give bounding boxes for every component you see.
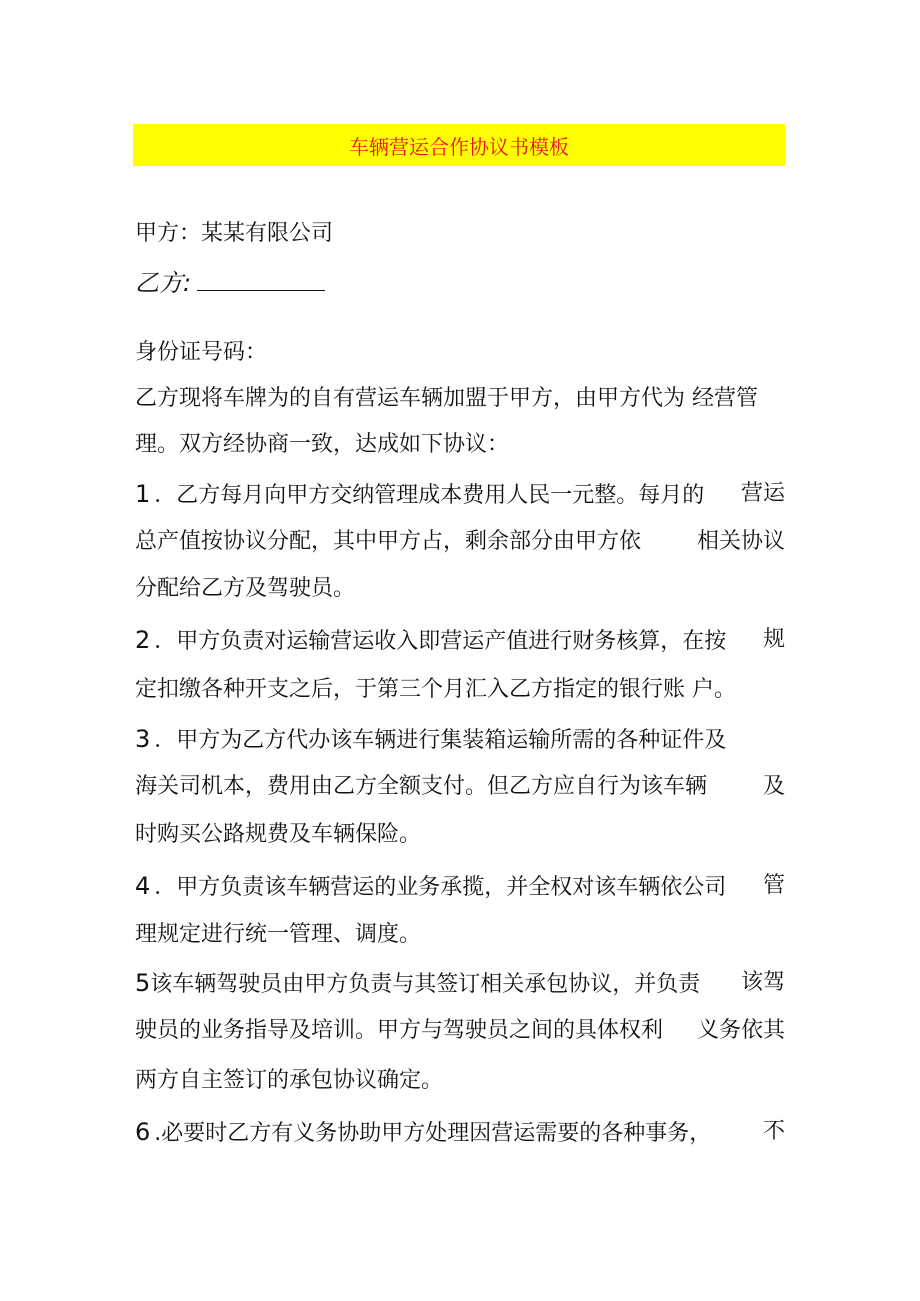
clause-4-line-1 (135, 871, 785, 903)
intro-text-1: 乙方现将车牌为的自有营运车辆加盟于甲方，由甲方代为 经营管 (135, 386, 758, 411)
party-b-line (135, 268, 325, 300)
document-title: 车辆营运合作协议书模板 (349, 134, 569, 159)
clause-3-line-1 (135, 724, 726, 756)
clause-1-text-1a: ．乙方每月向甲方交纳管理成本费用人民一元整。每月的 (154, 483, 705, 508)
id-number-line: 身份证号码： (135, 340, 268, 365)
clause-4-number: 4 (135, 872, 151, 900)
intro-line-1 (135, 384, 785, 414)
clause-3-text-2a: 海关司机本，费用由乙方全额支付。但乙方应自行为该车辆 (135, 774, 708, 799)
clause-2-text-2: 定扣缴各种开支之后，于第三个月汇入乙方指定的银行账 户。 (135, 677, 736, 702)
clause-2-text-1a: ．甲方负责对运输营运收入即营运产值进行财务核算，在按 (154, 629, 727, 654)
clause-4-text-1a: ．甲方负责该车辆营运的业务承揽，并全权对该车辆依公司 (154, 875, 727, 900)
clause-6-text-1a: .必要时乙方有义务协助甲方处理因营运需要的各种事务， (154, 1121, 712, 1146)
clause-2-line-1 (135, 625, 785, 657)
party-b-blank (197, 268, 325, 291)
clause-3-line-2 (135, 772, 785, 802)
clause-3-text-3: 时购买公路规费及车辆保险。 (135, 822, 422, 847)
clause-5-text-2a: 驶员的业务指导及培训。甲方与驾驶员之间的具体权利 (135, 1018, 664, 1043)
clause-5-text-1b: 该驾 (740, 970, 785, 995)
clause-1-text-2b: 相关协议 (696, 529, 785, 554)
party-a-line: 甲方：某某有限公司 (135, 221, 334, 246)
clause-3-text-1: ．甲方为乙方代办该车辆进行集装箱运输所需的各种证件及 (154, 728, 727, 753)
clause-4-text-2: 理规定进行统一管理、调度。 (135, 922, 422, 947)
clause-5-line-2 (135, 1016, 785, 1046)
clause-5-text-2b: 义务依其 (696, 1018, 785, 1043)
clause-1-line-1 (135, 479, 785, 511)
clause-1-text-1b: 营运 (740, 481, 785, 506)
intro-line-2: 理。双方经协商一致，达成如下协议： (135, 432, 510, 457)
clause-1-number: 1 (135, 480, 151, 508)
clause-4-text-1b: 管 (762, 873, 785, 898)
clause-5-text-3: 两方自主签订的承包协议确定。 (135, 1068, 444, 1093)
clause-1-text-2a: 总产值按协议分配，其中甲方占，剩余部分由甲方依 (135, 529, 642, 554)
title-banner (133, 124, 785, 166)
clause-5-text-1a: 该车辆驾驶员由甲方负责与其签订相关承包协议，并负责 (150, 972, 701, 997)
clause-6-text-1b: 不 (762, 1119, 785, 1144)
clause-5-number: 5 (135, 969, 151, 997)
clause-1-line-2 (135, 527, 785, 557)
clause-3-text-2b: 及 (762, 774, 785, 799)
clause-5-line-1 (135, 968, 785, 1000)
clause-2-number: 2 (135, 626, 151, 654)
clause-3-number: 3 (135, 725, 151, 753)
party-b-label: 乙方: (135, 269, 192, 297)
clause-6-line-1 (135, 1117, 785, 1149)
clause-1-text-3: 分配给乙方及驾驶员。 (135, 576, 356, 601)
clause-2-text-1b: 规 (762, 627, 785, 652)
clause-6-number: 6 (135, 1118, 151, 1146)
